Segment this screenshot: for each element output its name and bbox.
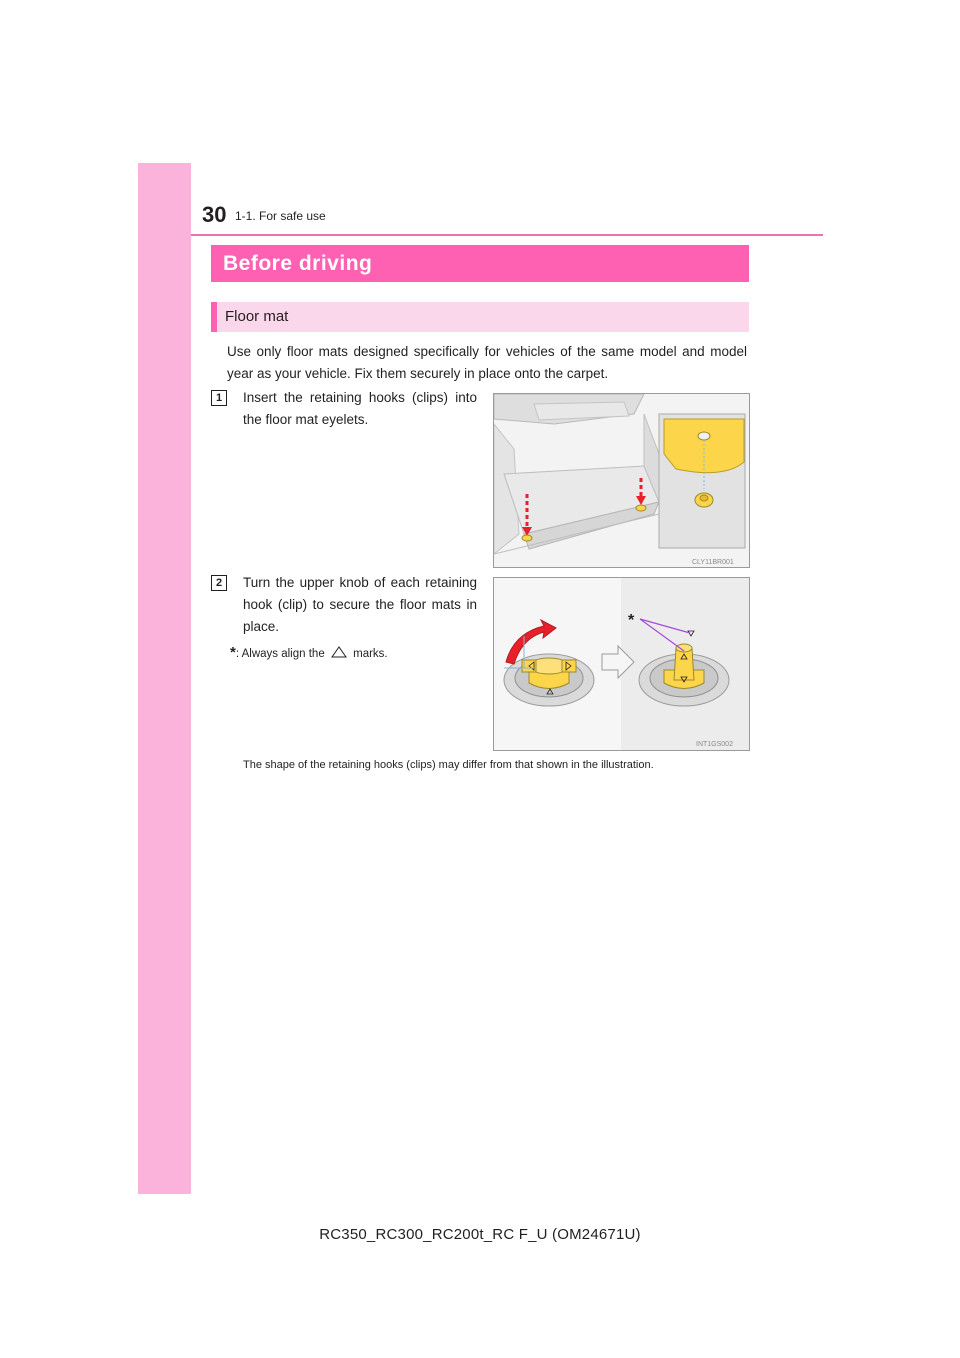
intro-paragraph: Use only floor mats designed specifically for vehicles of the same model and model year as your vehicle. Fix them securely in place onto the carpet. bbox=[227, 344, 747, 381]
figure-caption: The shape of the retaining hooks (clips) may differ from that shown in the illustration. bbox=[243, 759, 654, 771]
title-bar bbox=[211, 245, 749, 282]
note-asterisk: * bbox=[230, 644, 236, 661]
note-text-after: marks. bbox=[353, 648, 388, 660]
subtitle: Floor mat bbox=[225, 308, 289, 325]
figure-turn-knob bbox=[493, 577, 750, 751]
section-title: 1-1. For safe use bbox=[235, 209, 326, 223]
figure-floor-mat-hooks bbox=[493, 393, 750, 568]
step-1-text: Insert the retaining hooks (clips) into the floor mat eyelets. bbox=[243, 390, 477, 427]
note-align-marks: *: Always align the marks. bbox=[230, 644, 388, 661]
step-1-badge: 1 bbox=[211, 390, 227, 406]
figure-asterisk: * bbox=[628, 612, 635, 629]
note-text-before: Always align the bbox=[241, 648, 325, 660]
floor-mat-illustration bbox=[494, 394, 749, 567]
page-number: 30 bbox=[202, 202, 227, 227]
page-title: Before driving bbox=[223, 252, 373, 275]
triangle-mark-icon bbox=[331, 646, 347, 658]
subtitle-accent bbox=[211, 302, 217, 332]
step-2-text: Turn the upper knob of each retaining hook (clip) to secure the floor mats in place. bbox=[243, 575, 477, 634]
figure-1-code: CLY11BR001 bbox=[692, 559, 734, 566]
footer-model-code: RC350_RC300_RC200t_RC F_U (OM24671U) bbox=[319, 1226, 641, 1243]
turn-knob-illustration bbox=[494, 578, 749, 750]
step-2-badge: 2 bbox=[211, 575, 227, 591]
header-rule bbox=[191, 234, 823, 236]
figure-2-code: INT1GS002 bbox=[696, 741, 733, 748]
chapter-side-tab bbox=[138, 163, 191, 1194]
subtitle-bar bbox=[211, 302, 749, 332]
